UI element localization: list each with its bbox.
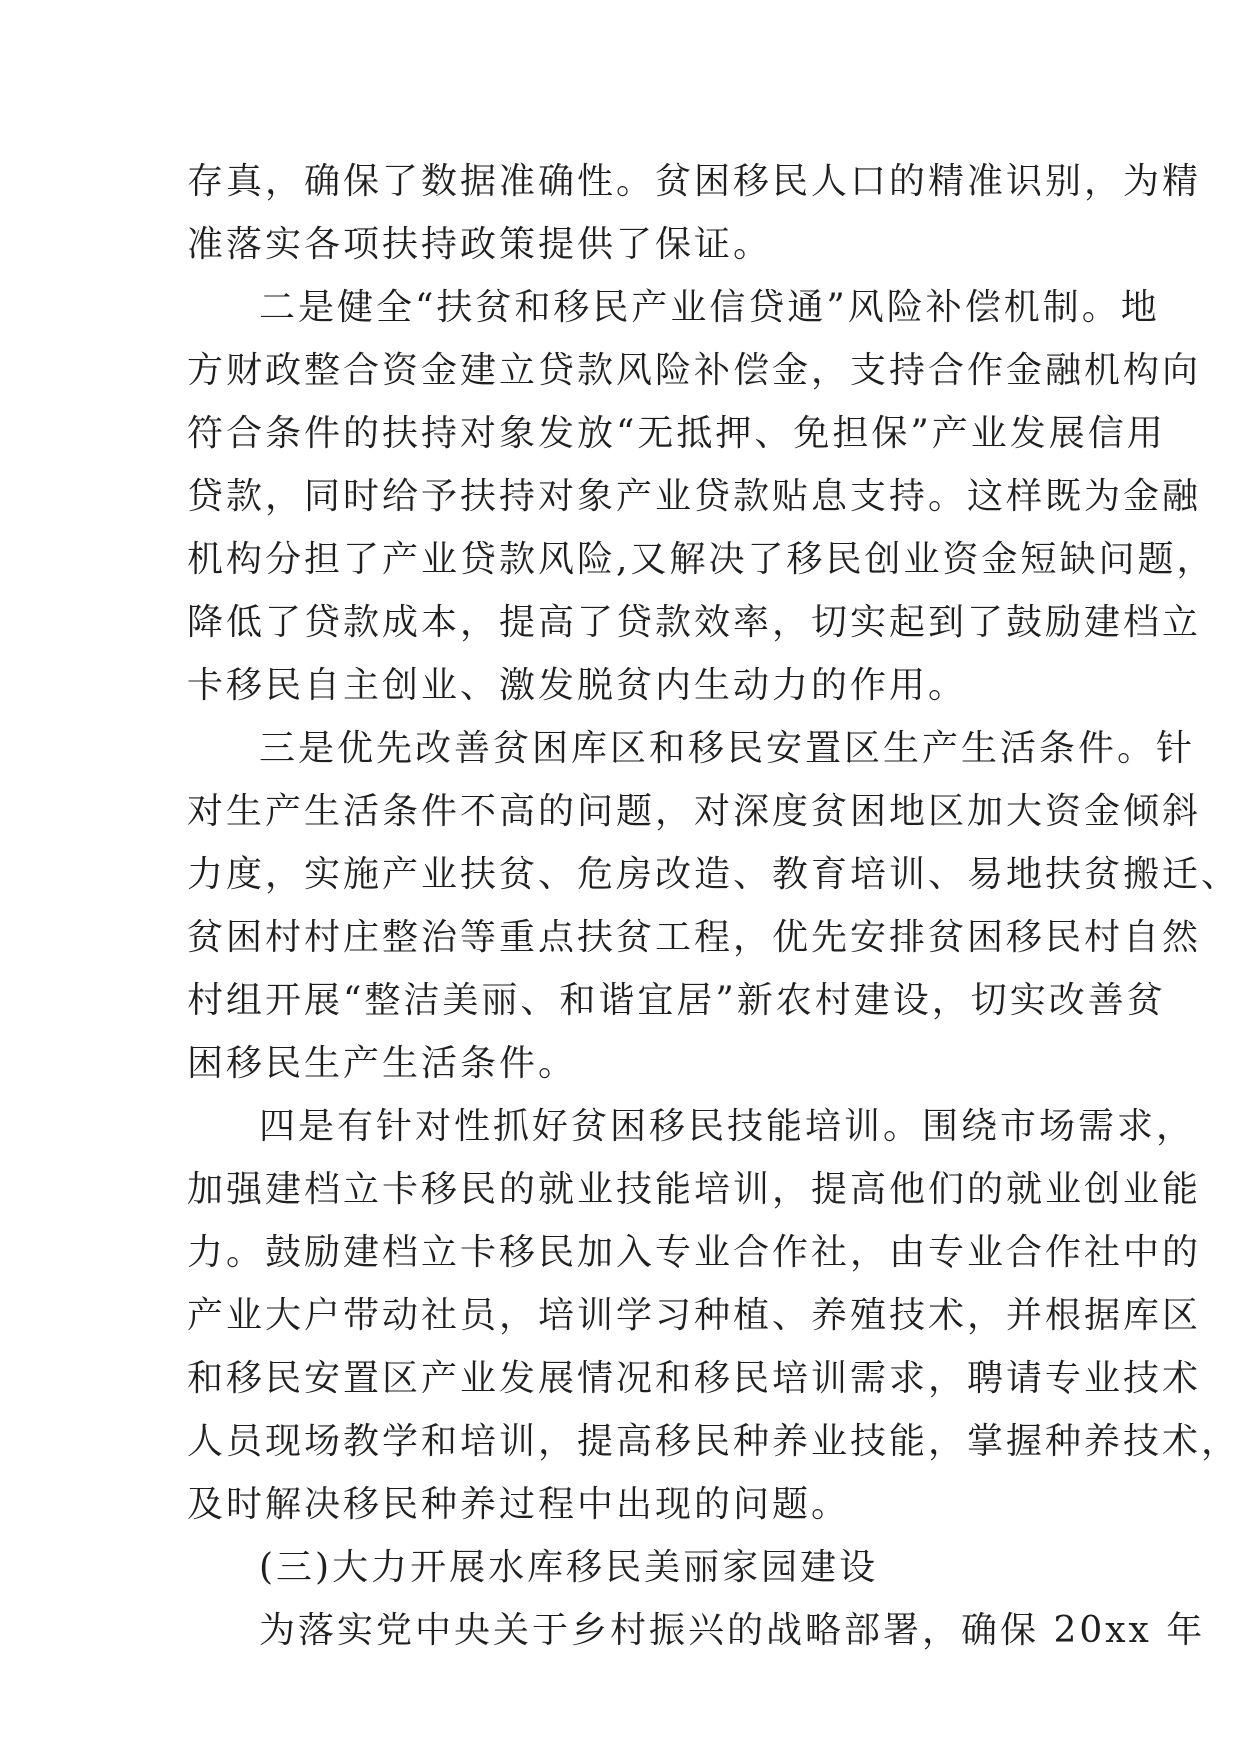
section-heading: (三)大力开展水库移民美丽家园建设: [259, 1547, 879, 1588]
text-line: 力。鼓励建档立卡移民加入专业合作社，由专业合作社中的: [187, 1232, 1202, 1273]
text-line: 对生产生活条件不高的问题，对深度贫困地区加大资金倾斜: [187, 791, 1202, 832]
paragraph-start-line: 四是有针对性抓好贫困移民技能培训。围绕市场需求，: [259, 1106, 1196, 1147]
text-line: 力度，实施产业扶贫、危房改造、教育培训、易地扶贫搬迁、: [187, 854, 1241, 895]
document-body: [187, 150, 1241, 1662]
paragraph-start-line: 为落实党中央关于乡村振兴的战略部署，确保 20xx 年: [259, 1610, 1206, 1651]
text-line: 困移民生产生活条件。: [187, 1043, 578, 1084]
paragraph-start-line: 三是优先改善贫困库区和移民安置区生产生活条件。针: [259, 728, 1196, 769]
paragraph-start-line: 二是健全“扶贫和移民产业信贷通”风险补偿机制。地: [259, 287, 1160, 328]
text-line: 贷款，同时给予扶持对象产业贷款贴息支持。这样既为金融: [187, 476, 1202, 517]
text-line: 产业大户带动社员，培训学习种植、养殖技术，并根据库区: [187, 1295, 1202, 1336]
text-line: 机构分担了产业贷款风险,又解决了移民创业资金短缺问题，: [187, 539, 1216, 580]
text-line: 人员现场教学和培训，提高移民种养业技能，掌握种养技术，: [187, 1421, 1241, 1462]
text-line: 卡移民自主创业、激发脱贫内生动力的作用。: [187, 665, 968, 706]
text-line: 贫困村村庄整治等重点扶贫工程，优先安排贫困移民村自然: [187, 917, 1202, 958]
text-line: 符合条件的扶持对象发放“无抵押、免担保”产业发展信用: [187, 413, 1166, 454]
text-line: 准落实各项扶持政策提供了保证。: [187, 224, 773, 265]
text-line: 和移民安置区产业发展情况和移民培训需求，聘请专业技术: [187, 1358, 1202, 1399]
text-line: 加强建档立卡移民的就业技能培训，提高他们的就业创业能: [187, 1169, 1202, 1210]
text-line: 方财政整合资金建立贷款风险补偿金，支持合作金融机构向: [187, 350, 1202, 391]
text-line: 村组开展“整洁美丽、和谐宜居”新农村建设，切实改善贫: [187, 980, 1166, 1021]
text-line: 降低了贷款成本，提高了贷款效率，切实起到了鼓励建档立: [187, 602, 1202, 643]
text-line: 存真，确保了数据准确性。贫困移民人口的精准识别，为精: [187, 161, 1202, 202]
text-line: 及时解决移民种养过程中出现的问题。: [187, 1484, 851, 1525]
